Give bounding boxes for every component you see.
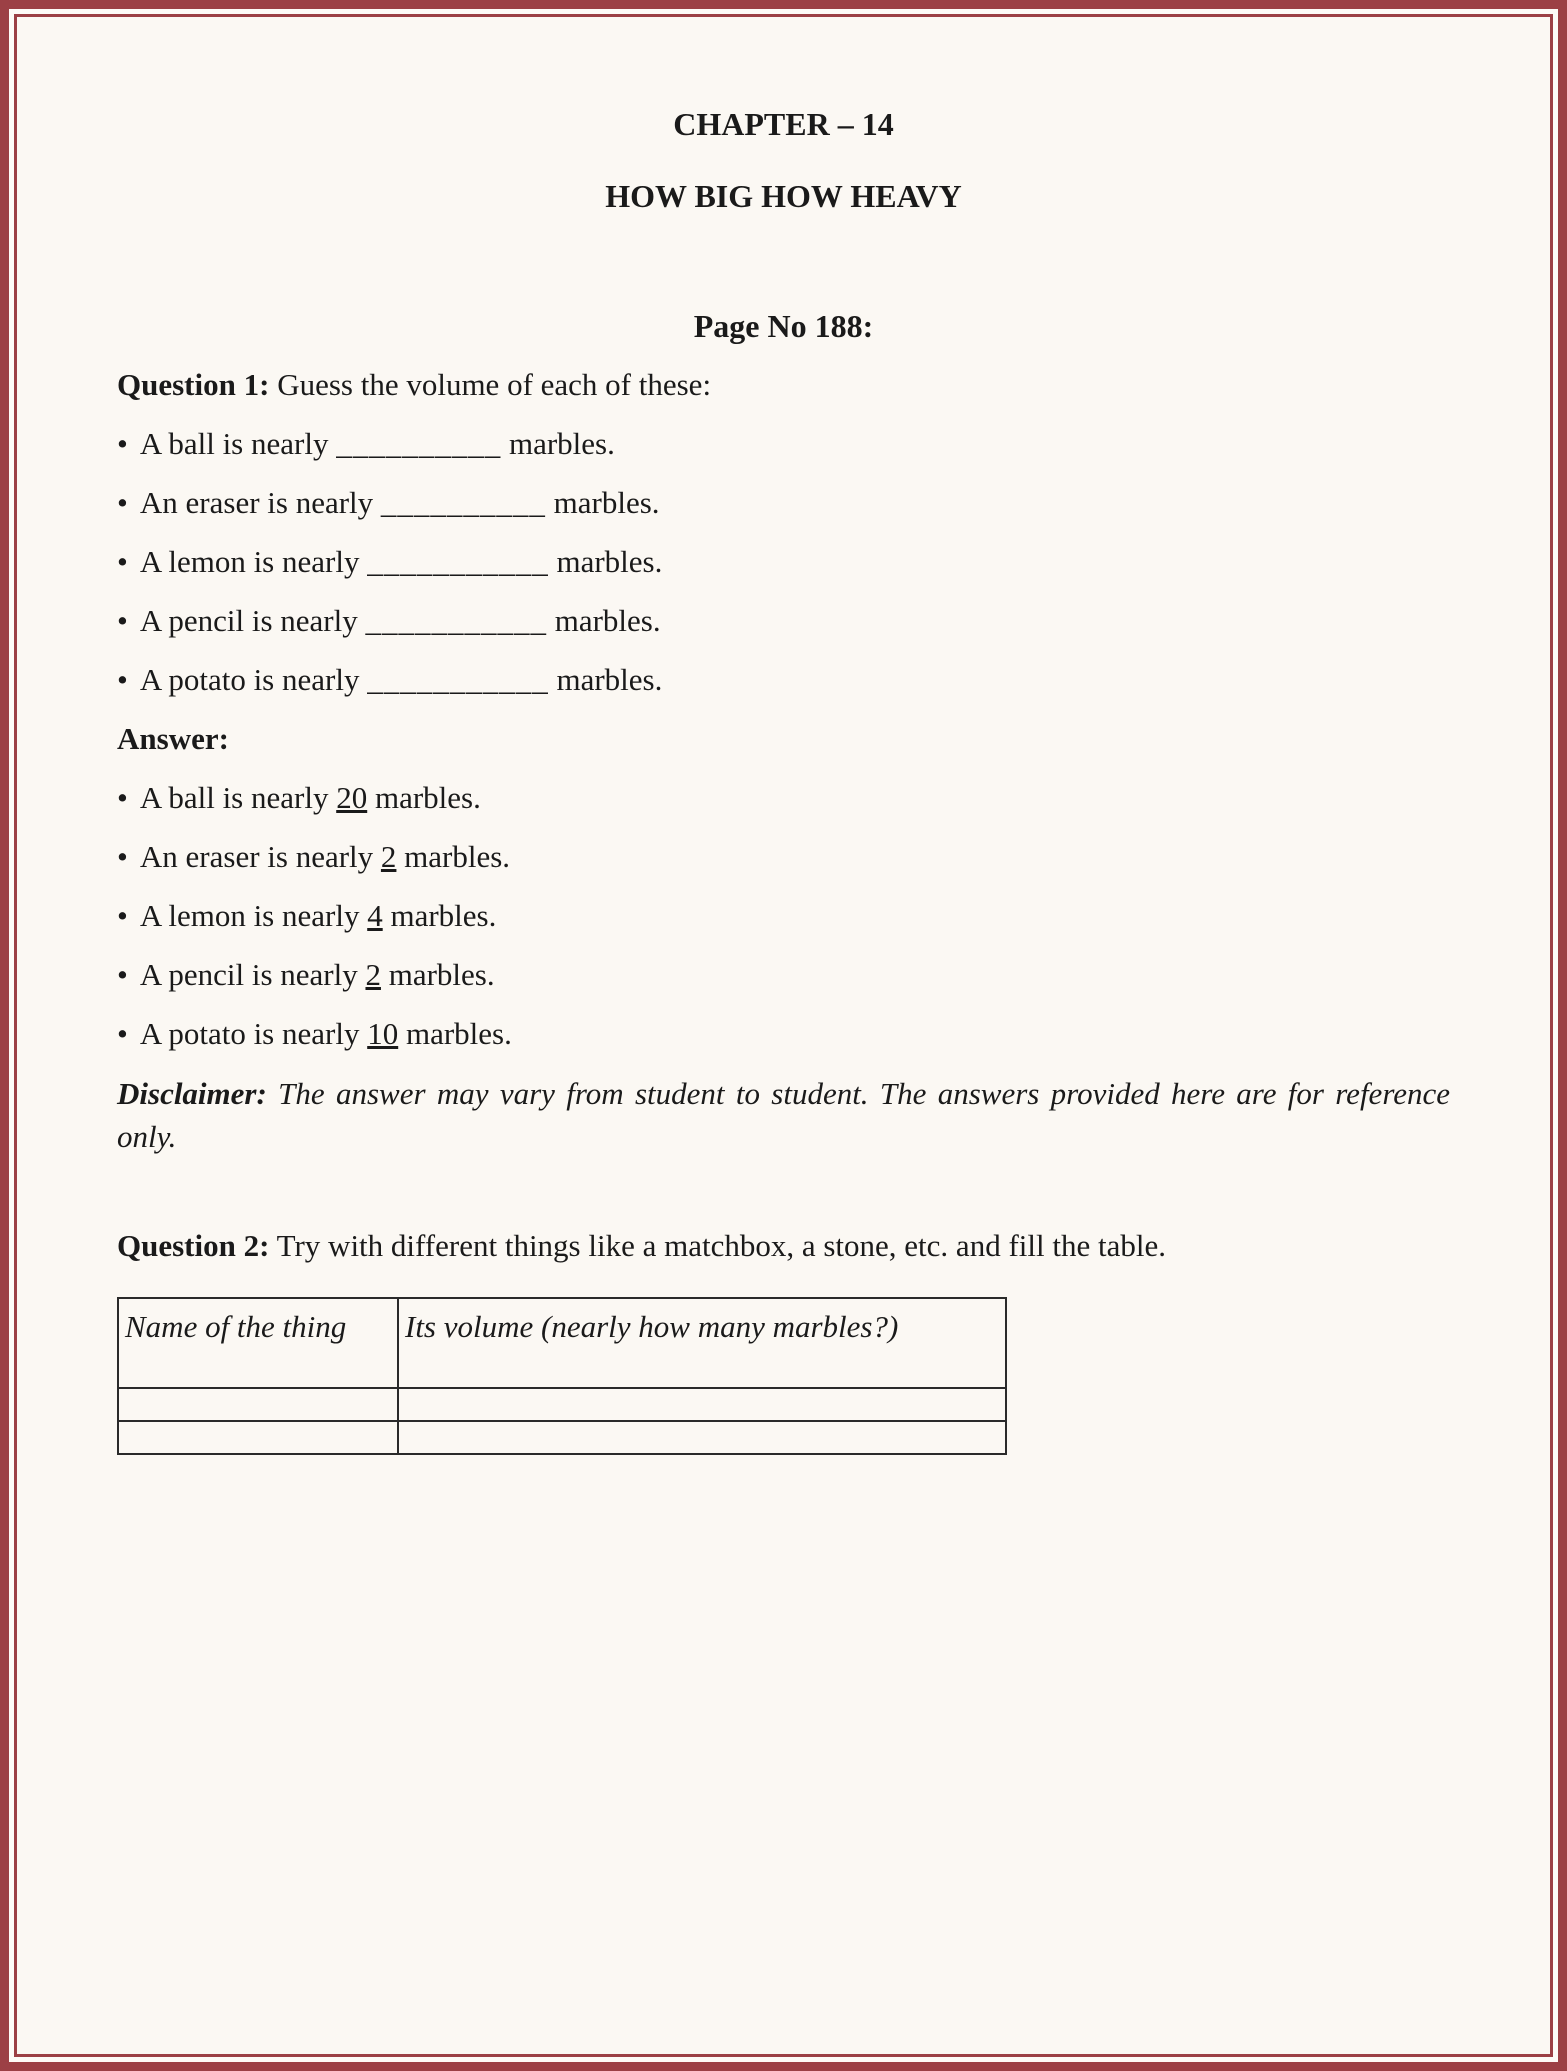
answer-value: 2: [365, 957, 381, 992]
question1-item: [117, 659, 1450, 701]
question1-item: [117, 600, 1450, 642]
bullet-glyph: •: [117, 544, 128, 579]
chapter-subtitle: HOW BIG HOW HEAVY: [605, 178, 962, 214]
item-text: marbles.: [508, 426, 615, 461]
bullet-glyph: •: [117, 1016, 128, 1051]
blank-line: __________: [336, 426, 502, 461]
question2-paragraph: [117, 1224, 1450, 1267]
table-cell-name: [118, 1388, 398, 1421]
item-text: marbles.: [374, 780, 481, 815]
item-text: A lemon is nearly: [139, 898, 360, 933]
table-header-row: [118, 1298, 1006, 1388]
answer-value: 10: [367, 1016, 399, 1051]
item-text: A potato is nearly: [139, 1016, 360, 1051]
question2-text: Try with different things like a matchbox, a stone, etc. and fill the table.: [276, 1228, 1166, 1263]
item-text: A pencil is nearly: [139, 957, 358, 992]
chapter-title: CHAPTER – 14: [673, 106, 894, 142]
answer-value: 2: [380, 839, 397, 874]
blank-line: __________: [380, 485, 546, 520]
bullet-glyph: •: [117, 426, 128, 461]
question1-paragraph: [117, 364, 1450, 406]
answer-item: [117, 895, 1450, 937]
disclaimer-label: Disclaimer:: [117, 1076, 267, 1111]
item-text: A ball is nearly: [139, 426, 329, 461]
table-cell-volume: [398, 1388, 1006, 1421]
document-page: [14, 14, 1553, 2057]
item-text: marbles.: [388, 957, 495, 992]
item-text: marbles.: [556, 662, 663, 697]
item-text: marbles.: [556, 544, 663, 579]
blank-line: ___________: [365, 603, 547, 638]
answer-value: 4: [367, 898, 383, 933]
volume-table: [117, 1297, 1007, 1455]
item-text: marbles.: [554, 603, 661, 638]
question1-item: [117, 423, 1450, 465]
answer-item: [117, 1013, 1450, 1055]
item-text: A pencil is nearly: [139, 603, 358, 638]
item-text: A ball is nearly: [139, 780, 329, 815]
bullet-glyph: •: [117, 898, 128, 933]
question1-item: [117, 541, 1450, 583]
disclaimer-paragraph: [117, 1072, 1450, 1158]
table-row: [118, 1388, 1006, 1421]
table-cell-volume: [398, 1421, 1006, 1454]
item-text: An eraser is nearly: [139, 485, 374, 520]
table-row: [118, 1421, 1006, 1454]
answer-item: [117, 836, 1450, 878]
bullet-glyph: •: [117, 603, 128, 638]
answer-item: [117, 954, 1450, 996]
item-text: marbles.: [405, 1016, 512, 1051]
answer-value: 20: [336, 780, 368, 815]
question1-item: [117, 482, 1450, 524]
question1-text: Guess the volume of each of these:: [277, 367, 712, 402]
table-header-volume: Its volume (nearly how many marbles?): [398, 1298, 1006, 1388]
bullet-glyph: •: [117, 839, 128, 874]
answer-label: Answer:: [117, 721, 229, 756]
bullet-glyph: •: [117, 780, 128, 815]
answer-item: [117, 777, 1450, 819]
question2-label: Question 2:: [117, 1228, 270, 1263]
blank-line: ___________: [367, 662, 549, 697]
bullet-glyph: •: [117, 485, 128, 520]
item-text: marbles.: [390, 898, 497, 933]
disclaimer-text: The answer may vary from student to student. The answers provided here are for reference only.: [117, 1076, 1451, 1154]
page-number-heading: Page No 188:: [693, 308, 874, 344]
item-text: marbles.: [404, 839, 511, 874]
table-cell-name: [118, 1421, 398, 1454]
bullet-glyph: •: [117, 957, 128, 992]
item-text: A potato is nearly: [139, 662, 360, 697]
item-text: An eraser is nearly: [139, 839, 374, 874]
item-text: A lemon is nearly: [139, 544, 360, 579]
question1-label: Question 1:: [117, 367, 270, 402]
bullet-glyph: •: [117, 662, 128, 697]
table-header-name: Name of the thing: [118, 1298, 398, 1388]
blank-line: ___________: [367, 544, 549, 579]
item-text: marbles.: [553, 485, 660, 520]
